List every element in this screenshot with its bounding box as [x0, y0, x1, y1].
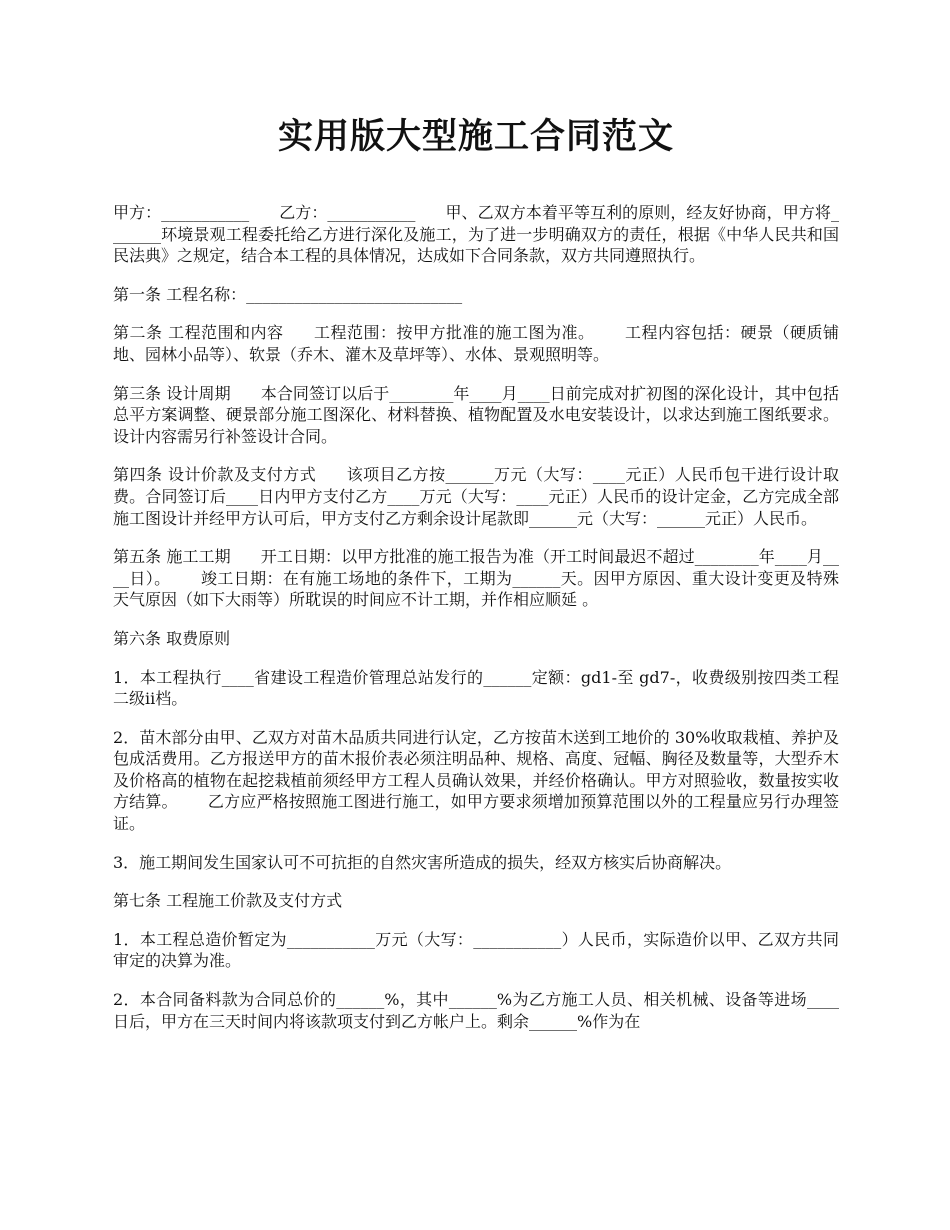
document-title: 实用版大型施工合同范文: [277, 116, 674, 157]
article-5-delay: 因甲方原因、重大设计变更及特殊天气原因（如下大雨等）所耽误的时间应不计工期，并作相应顺延 。: [113, 568, 839, 610]
article-7-heading: 第七条 工程施工价款及支付方式: [113, 891, 343, 911]
party-a-field: 甲方：___________: [113, 203, 250, 222]
article-3-text: 本合同签订以后于________年____月____日前完成对扩初图的深化设计，其中包括总平方案调整、硬景部分施工图深化、材料替换、植物配置及水电安装设计，以求达到施工图纸要求。设计内容需另行补签设计合同。: [113, 383, 839, 446]
article-5: [113, 546, 839, 611]
article-1: [113, 284, 839, 306]
article-2-heading: 第二条 工程范围和内容: [113, 323, 284, 343]
article-7-item-1: 1．本工程总造价暂定为___________万元（大写：___________）人民币，实际造价以甲、乙双方共同审定的决算为准。: [113, 929, 839, 971]
article-6-heading: 第六条 取费原则: [113, 628, 231, 648]
intro-paragraph: [113, 202, 839, 267]
article-5-finish: 竣工日期：在有施工场地的条件下，工期为______天。: [200, 568, 594, 588]
article-6-item-1: 1．本工程执行____省建设工程造价管理总站发行的______定额：gd1-至 gd7-，收费级别按四类工程二级ⅰⅰ档。: [113, 667, 839, 709]
article-2-content: 工程内容包括：硬景（硬质铺地、园林小品等）、软景（乔木、灌木及草坪等）、水体、景观照明等。: [113, 323, 839, 364]
party-b-field: 乙方：___________: [279, 203, 416, 222]
article-7-item-2: 2．本合同备料款为合同总价的______%，其中______%为乙方施工人员、相关机械、设备等进场____日后，甲方在三天时间内将该款项支付到乙方帐户上。剩余______%作为在: [113, 990, 839, 1031]
article-2: [113, 322, 839, 365]
intro-text: 甲、乙双方本着平等互利的原则，经友好协商，甲方将_______环境景观工程委托给乙方进行深化及施工，为了进一步明确双方的责任，根据《中华人民共和国民法典》之规定，结合本工程的具体情况，达成如下合同条款，双方共同遵照执行。: [113, 203, 839, 266]
article-3-heading: 第三条 设计周期: [113, 383, 231, 403]
article-3: [113, 383, 839, 448]
article-5-start: 开工日期：以甲方批准的施工报告为准（开工时间最迟不超过________年____月____日）。: [113, 547, 839, 588]
article-5-heading: 第五条 施工工期: [113, 547, 231, 567]
article-6-item-2-extra: 乙方应严格按照施工图进行施工，如甲方要求须增加预算范围以外的工程量应另行办理签证。: [113, 792, 839, 834]
article-4: [113, 464, 839, 529]
contract-page: [113, 110, 839, 1049]
article-6-item-2-text: 2．苗木部分由甲、乙双方对苗木品质共同进行认定，乙方按苗木送到工地价的 30%收取栽植、养护及包成活费用。乙方报送甲方的苗木报价表必须注明品种、规格、高度、冠幅、胸径及数量等，大型乔木及价格高的植物在起挖栽植前须经甲方工程人员确认效果，并经价格确认。甲方对照验收，数量按实收方结算。: [113, 727, 839, 812]
article-4-heading: 第四条 设计价款及支付方式: [113, 465, 317, 485]
article-4-text: 该项目乙方按______万元（大写：____元正）人民币包干进行设计取费。合同签订后____日内甲方支付乙方____万元（大写：____元正）人民币的设计定金，乙方完成全部施工图设计并经甲方认可后，甲方支付乙方剩余设计尾款即______元（大写：______元正）人民币。: [113, 465, 839, 528]
article-2-scope: 工程范围：按甲方批准的施工图为准。: [313, 323, 595, 343]
article-1-text: 第一条 工程名称：___________________________: [113, 284, 463, 304]
article-6-item-3: 3．施工期间发生国家认可不可抗拒的自然灾害所造成的损失，经双方核实后协商解决。: [113, 852, 732, 872]
article-6-item-2: [113, 727, 839, 835]
